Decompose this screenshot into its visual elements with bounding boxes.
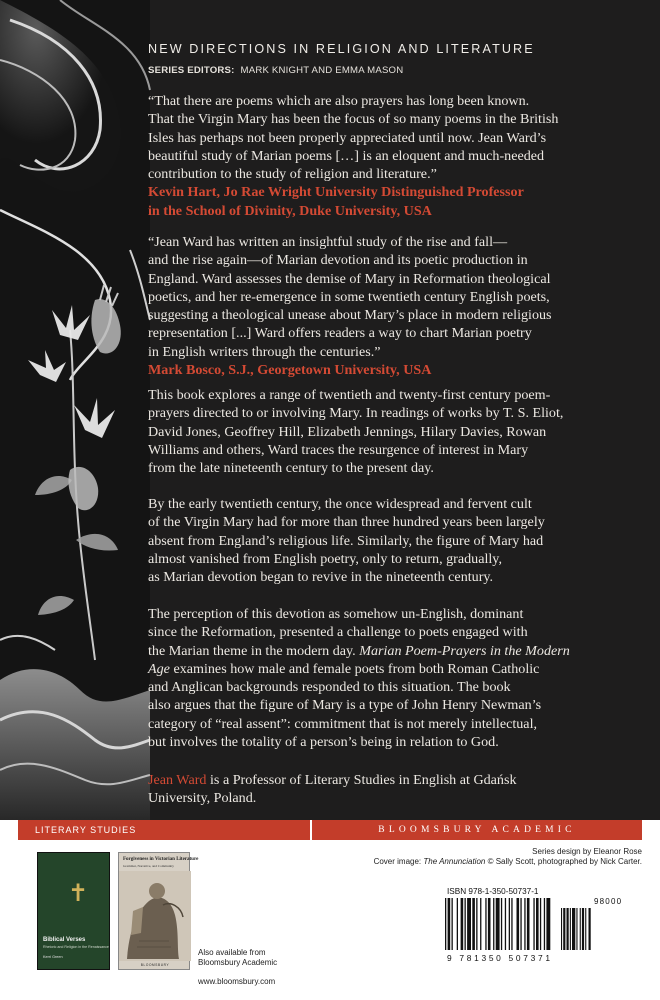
endorsement-attribution: Mark Bosco, S.J., Georgetown University, USA	[148, 362, 432, 379]
endorsement-line: “Jean Ward has written an insightful study of the rise and fall—	[148, 234, 508, 250]
barcode-bar	[589, 908, 591, 950]
barcode-bar	[585, 908, 586, 950]
barcode-bar	[576, 908, 577, 950]
author-bio-line: University, Poland.	[148, 790, 257, 807]
description-text: the Marian theme in the modern day.	[148, 642, 356, 659]
also-available	[198, 948, 277, 968]
thumbnail-publisher: BLOOMSBURY	[140, 963, 170, 967]
description-line: since the Reformation, presented a challenge to poets engaged with	[148, 624, 528, 641]
series-editors-label: SERIES EDITORS:	[148, 65, 235, 76]
barcode-bar	[561, 908, 562, 950]
barcode-bar	[452, 898, 453, 950]
endorsement-line: Isles has perhaps not been properly appreciated until now. Jean Ward’s	[148, 129, 547, 146]
description-line: from the late nineteenth century to the present day.	[148, 460, 434, 477]
barcode-bar	[580, 908, 581, 950]
barcode-bar	[563, 908, 565, 950]
thumbnail-title: Biblical Verses	[43, 937, 86, 943]
description-line: By the early twentieth century, the once widespread and fervent cult	[148, 496, 532, 512]
barcode-bar	[533, 898, 534, 950]
thumbnail-subtitle: Rhetoric and Religion in the Renaissance	[43, 945, 109, 949]
barcode-bar	[457, 898, 458, 950]
barcode-bar	[493, 898, 494, 950]
category-label: LITERARY STUDIES	[18, 820, 310, 840]
description-line: almost vanished from English poetry, only to return, gradually,	[148, 550, 502, 567]
barcode-bar	[448, 898, 451, 950]
cross-icon: ✝	[68, 881, 89, 907]
endorsement-line: suggesting a theological unease about Mary’s place in modern religious	[148, 307, 552, 324]
barcode-bar	[467, 898, 471, 950]
endorsement-line: contribution to the study of religion and literature.”	[148, 166, 437, 183]
footer-band	[0, 820, 660, 1000]
endorsement-line: That the Virgin Mary has been the focus of so many poems in the British	[148, 111, 559, 128]
description-paragraph-3	[148, 605, 646, 751]
barcode-bar	[480, 898, 481, 950]
related-book-thumbnail-2[interactable]	[118, 852, 199, 970]
series-editors	[148, 65, 403, 76]
endorsement-1	[148, 92, 646, 220]
book-title: Marian Poem-Prayers in the Modern	[359, 642, 570, 659]
barcode-bar	[544, 898, 545, 950]
barcode-bar	[472, 898, 475, 950]
barcode-bar	[527, 898, 530, 950]
description-text: examines how male and female poets from both Roman Catholic	[173, 660, 540, 677]
endorsement-line: representation [...] Ward offers readers a way to chart Marian poetry	[148, 325, 532, 342]
publisher-name: BLOOMSBURY ACADEMIC	[312, 820, 642, 840]
barcode-bar	[520, 898, 521, 950]
barcode-bar	[567, 908, 569, 950]
description-line: also argues that the figure of Mary is a type of John Henry Newman’s	[148, 697, 542, 714]
endorsement-attribution: in the School of Divinity, Duke University, USA	[148, 202, 432, 219]
cover-label: Cover image:	[373, 857, 422, 866]
description-line	[148, 642, 646, 660]
thumbnail-subtitle: Grammar, Narrative, and Community	[123, 864, 174, 868]
description-line	[148, 660, 646, 678]
barcode-bar	[524, 898, 525, 950]
endorsement-line: poetics, and her re-emergence in some twentieth century English poets,	[148, 288, 550, 305]
barcode-bar	[540, 898, 541, 950]
back-cover-text	[148, 40, 646, 820]
barcode-bar	[582, 908, 584, 950]
description-line: This book explores a range of twentieth and twenty-first century poem-	[148, 387, 551, 403]
isbn-digits: 9 781350 507371	[447, 953, 553, 963]
endorsement-line: England. Ward assesses the demise of Mary in Reformation theological	[148, 270, 551, 287]
thumbnail-author: Kerri Green	[43, 955, 63, 959]
cover-title: The Annunciation	[423, 857, 486, 866]
endorsement-2	[148, 233, 646, 379]
publisher-website[interactable]: www.bloomsbury.com	[198, 977, 276, 986]
description-line: prayers directed to or involving Mary. In readings of works by T. S. Eliot,	[148, 405, 564, 422]
description-line: David Jones, Geoffrey Hill, Elizabeth Jennings, Hilary Davies, Rowan	[148, 423, 547, 440]
description-line: category of “real assent”: commitment that is not merely intellectual,	[148, 715, 538, 732]
description-line: Williams and others, Ward traces the resurgence of interest in Mary	[148, 441, 529, 458]
endorsement-attribution: Kevin Hart, Jo Rae Wright University Distinguished Professor	[148, 184, 524, 201]
author-bio-line	[148, 771, 646, 789]
barcode-bar	[505, 898, 506, 950]
cover-rest: © Sally Scott, photographed by Nick Carter.	[487, 857, 642, 866]
annunciation-artwork	[0, 0, 150, 820]
description-line: but involves the totality of a person’s being in relation to God.	[148, 734, 499, 751]
barcode-bar	[476, 898, 477, 950]
barcode-bar	[445, 898, 446, 950]
barcode-bar	[488, 898, 491, 950]
endorsement-line: “That there are poems which are also prayers has long been known.	[148, 93, 530, 109]
thumbnail-title: Forgiveness in Victorian Literature	[123, 857, 199, 862]
engraving-illustration	[119, 871, 191, 961]
isbn: ISBN 978-1-350-50737-1	[447, 887, 539, 896]
price-code: 98000	[594, 897, 623, 906]
series-editors-names: MARK KNIGHT AND EMMA MASON	[240, 65, 404, 76]
description-paragraph-1	[148, 386, 646, 477]
barcode-bar	[546, 898, 550, 950]
design-credit: Series design by Eleanor Rose	[532, 847, 642, 856]
author-bio-text: is a Professor of Literary Studies in English at Gdańsk	[210, 772, 517, 788]
description-line: of the Virgin Mary had for more than three hundred years been largely	[148, 514, 545, 531]
author-bio	[148, 771, 646, 808]
barcode-bar	[461, 898, 464, 950]
barcode-bar	[496, 898, 500, 950]
endorsement-line: in English writers through the centuries.”	[148, 343, 381, 360]
barcode-bar	[509, 898, 510, 950]
cover-credit	[374, 857, 642, 866]
also-available-line: Also available from	[198, 948, 266, 957]
endorsement-line: and the rise again—of Marian devotion and its poetic production in	[148, 252, 528, 269]
related-book-thumbnail-1[interactable]	[37, 852, 110, 970]
description-line: as Marian devotion began to revive in the nineteenth century.	[148, 569, 494, 586]
barcode-bar	[572, 908, 575, 950]
cover-artwork	[0, 0, 150, 820]
also-available-line: Bloomsbury Academic	[198, 958, 278, 967]
description-line: The perception of this devotion as somehow un-English, dominant	[148, 606, 524, 622]
barcode-bar	[465, 898, 466, 950]
barcode-bar	[536, 898, 539, 950]
barcode-bar	[517, 898, 520, 950]
barcode-bar	[485, 898, 486, 950]
barcode-bar	[511, 898, 512, 950]
description-line: and Anglican backgrounds responded to this situation. The book	[148, 679, 511, 696]
barcode-bar	[570, 908, 571, 950]
description-line: absent from England’s religious life. Similarly, the figure of Mary had	[148, 532, 544, 549]
endorsement-line: beautiful study of Marian poems […] is an eloquent and much-needed	[148, 147, 545, 164]
barcode-bar	[501, 898, 502, 950]
author-name: Jean Ward	[148, 772, 207, 788]
barcode-image	[443, 898, 591, 952]
series-title: NEW DIRECTIONS IN RELIGION AND LITERATURE	[148, 42, 535, 56]
book-title: Age	[148, 660, 170, 677]
description-paragraph-2	[148, 495, 646, 586]
